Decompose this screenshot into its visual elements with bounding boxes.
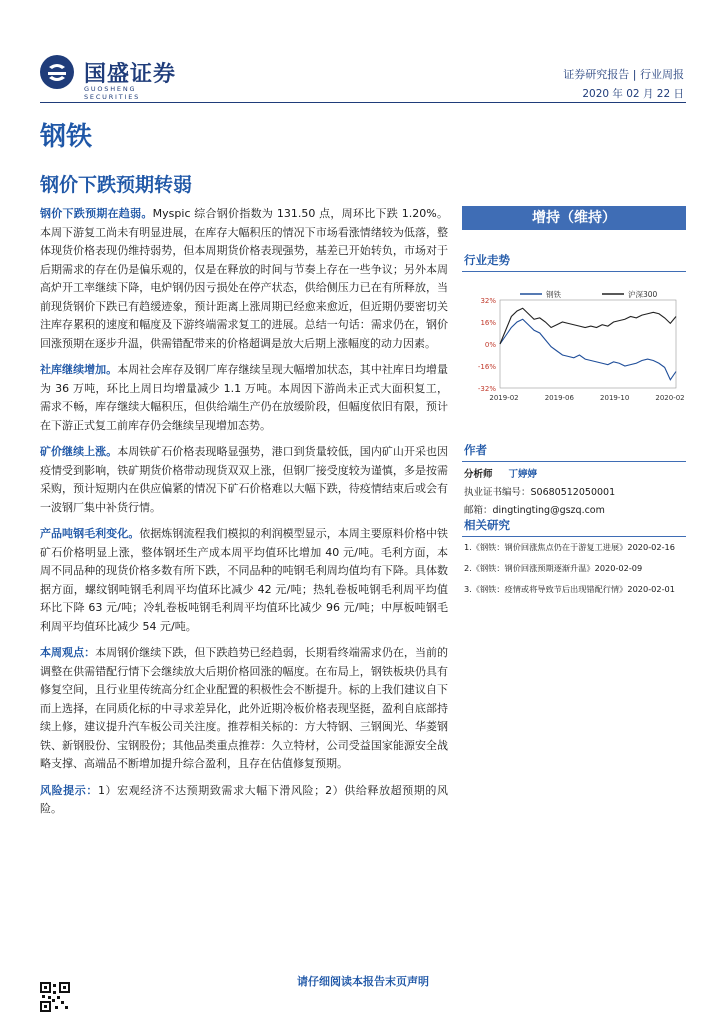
related-list xyxy=(464,537,688,600)
paragraph-lead: 产品吨钢毛利变化。 xyxy=(40,527,140,540)
paragraph-text: 依据炼钢流程我们模拟的利润模型显示，本周主要原料价格中铁矿石价格明显上涨，整体钢坯生产成本周平均值环比增加 40 元/吨。毛利方面，本周不同品种的现货价格多数有所下跌，不同品种的吨钢毛利周均值均有下降。具体数据方面，螺纹钢吨钢毛利周平均值环比减少 42 元/吨；热轧卷板吨钢毛利周平均值环比下降 63 元/吨；冷轧卷板吨钢毛利周平均值环比减少 96 元/吨；中厚板吨钢毛利周平均值环比减少 54 元/吨。 xyxy=(40,527,448,633)
industry-trend-chart xyxy=(462,278,686,406)
paragraph-text: Myspic 综合钢价指数为 131.50 点，周环比下跌 1.20%。本周下游复工尚未有明显进展，在库存大幅积压的情况下市场看涨情绪较为低落，整体现货价格表现仍维持弱势，但本周期货价格表现强势，基差已开始转负，市场对于后期需求的存在仍是偏乐观的，仅是在释放的时间与节奏上存在一些争议；另外本周高炉开工率继续下降，电炉钢仍因亏损处在停产状态，供给侧压力已在有所释放，当前现货钢价下跌已有趋缓迹象，预计距离上涨周期已经愈来愈近，但近期仍要密切关注库存累积的速度和幅度及下游终端需求复工的进展。总结一句话：需求仍在，钢价回涨预期在逐步升温，供需错配带来的价格超调是放大后期上涨幅度的动力因素。 xyxy=(40,207,448,350)
paragraph-inventory xyxy=(40,361,448,435)
paragraph-text: 本周社会库存及钢厂库存继续呈现大幅增加状态，其中社库日均增量为 36 万吨，环比上周日均增量减少 1.1 万吨。本周因下游尚未正式大面积复工，需求不畅，库存继续大幅积压，但供给端生产仍在放缓阶段，但幅度依旧有限，预计在下游正式复工前库存仍会继续呈现增加态势。 xyxy=(40,363,449,432)
paragraph-price xyxy=(40,205,448,353)
paragraph-text: 1）宏观经济不达预期致需求大幅下滑风险；2）供给释放超预期的风险。 xyxy=(40,783,449,815)
industry-title: 钢铁 xyxy=(40,122,93,152)
paragraph-margin xyxy=(40,525,448,636)
brand-logo xyxy=(40,55,188,105)
report-type: 证券研究报告 | 行业周报 xyxy=(563,68,684,81)
x-tick-label: 2019-02 xyxy=(489,394,519,402)
report-date: 2020 年 02 月 22 日 xyxy=(582,88,684,100)
y-tick-label: 16% xyxy=(480,319,496,327)
report-headline: 钢价下跌预期转弱 xyxy=(40,174,193,196)
paragraph-risk xyxy=(40,782,448,819)
email-link[interactable]: dingtingting@gszq.com xyxy=(492,505,605,516)
trend-divider xyxy=(462,271,686,272)
footer-disclaimer: 请仔细阅读本报告末页声明 xyxy=(297,975,429,988)
y-tick-label: 32% xyxy=(480,297,496,305)
related-item[interactable]: 1.《钢铁：钢价回涨焦点仍在于游复工进展》2020-02-16 xyxy=(464,542,675,552)
chart-series-group xyxy=(500,308,676,380)
related-item[interactable]: 2.《钢铁：钢价回涨预期逐渐升温》2020-02-09 xyxy=(464,563,643,573)
related-heading: 相关研究 xyxy=(464,518,510,532)
trend-heading: 行业走势 xyxy=(464,253,510,267)
legend-label: 沪深300 xyxy=(628,290,658,299)
y-tick-label: -16% xyxy=(477,363,496,371)
x-tick-label: 2020-02 xyxy=(655,394,685,402)
paragraph-text: 本周铁矿石价格表现略显强势，港口到货量较低，国内矿山开采也因疫情受到影响，铁矿期货价格带动现货双双上涨，但钢厂接受度较为谨慎，多是按需采购，预计短期内在供应偏紧的情况下矿石价格难以大幅下跌，待疫情结束后或会有一波钢厂集中补货行情。 xyxy=(40,445,449,514)
rating-box xyxy=(462,206,686,230)
x-tick-label: 2019-10 xyxy=(600,394,630,402)
analyst-label: 分析师 xyxy=(464,469,493,480)
y-tick-label: -32% xyxy=(477,385,496,393)
paragraph-lead: 风险提示： xyxy=(40,783,98,797)
author-heading: 作者 xyxy=(464,443,487,457)
paragraph-text: 本周钢价继续下跌，但下跌趋势已经趋弱，长期看终端需求仍在，当前的调整在供需错配行情下会继续放大后期价格回涨的幅度。在布局上，钢铁板块仍具有修复空间，且行业里传统高分红企业配置的积极性会不断提升。标的上我们建议自下而上选择，在同质化标的中寻求差异化，此外近期冷板价格表现坚挺，盈利自底部持续上修，建议提升汽车板公司关注度。推荐相关标的：方大特钢、三钢闽光、华菱钢铁、新钢股份、宝钢股份；其他品类重点推荐：久立特材，公司受益国家能源安全战略支撑、高端品不断增加提升综合盈利，且存在估值修复预期。 xyxy=(40,646,448,770)
email-label: 邮箱： xyxy=(464,505,493,516)
brand-name-en: GUOSHENG SECURITIES xyxy=(84,85,141,101)
brand-name: 国盛证券 xyxy=(84,62,177,87)
paragraph-lead: 本周观点： xyxy=(40,646,96,659)
analyst-name: 丁婷婷 xyxy=(508,469,538,480)
series-line-csi300 xyxy=(500,308,676,344)
paragraph-lead: 钢价下跌预期在趋弱。 xyxy=(40,207,153,220)
report-body xyxy=(40,205,448,827)
cert-row xyxy=(464,484,686,502)
chart-legend xyxy=(520,289,658,299)
cert-label: 执业证书编号： xyxy=(464,487,531,498)
header-divider xyxy=(40,102,686,103)
analyst-row xyxy=(464,466,686,484)
paragraph-lead: 矿价继续上涨。 xyxy=(40,445,118,458)
series-line-steel xyxy=(500,319,676,380)
brand-mark-icon xyxy=(40,55,74,89)
x-tick-label: 2019-06 xyxy=(544,394,574,402)
legend-label: 钢铁 xyxy=(546,290,561,299)
y-tick-label: 0% xyxy=(484,341,496,349)
author-info xyxy=(464,466,686,520)
paragraph-ore xyxy=(40,443,448,517)
paragraph-view xyxy=(40,644,448,774)
author-divider xyxy=(462,461,686,462)
rating-label: 增持（维持） xyxy=(532,210,616,226)
cert-number: S0680512050001 xyxy=(530,487,616,498)
related-item[interactable]: 3.《钢铁：疫情或将导致节后出现错配行情》2020-02-01 xyxy=(464,584,675,594)
paragraph-lead: 社库继续增加。 xyxy=(40,363,118,376)
